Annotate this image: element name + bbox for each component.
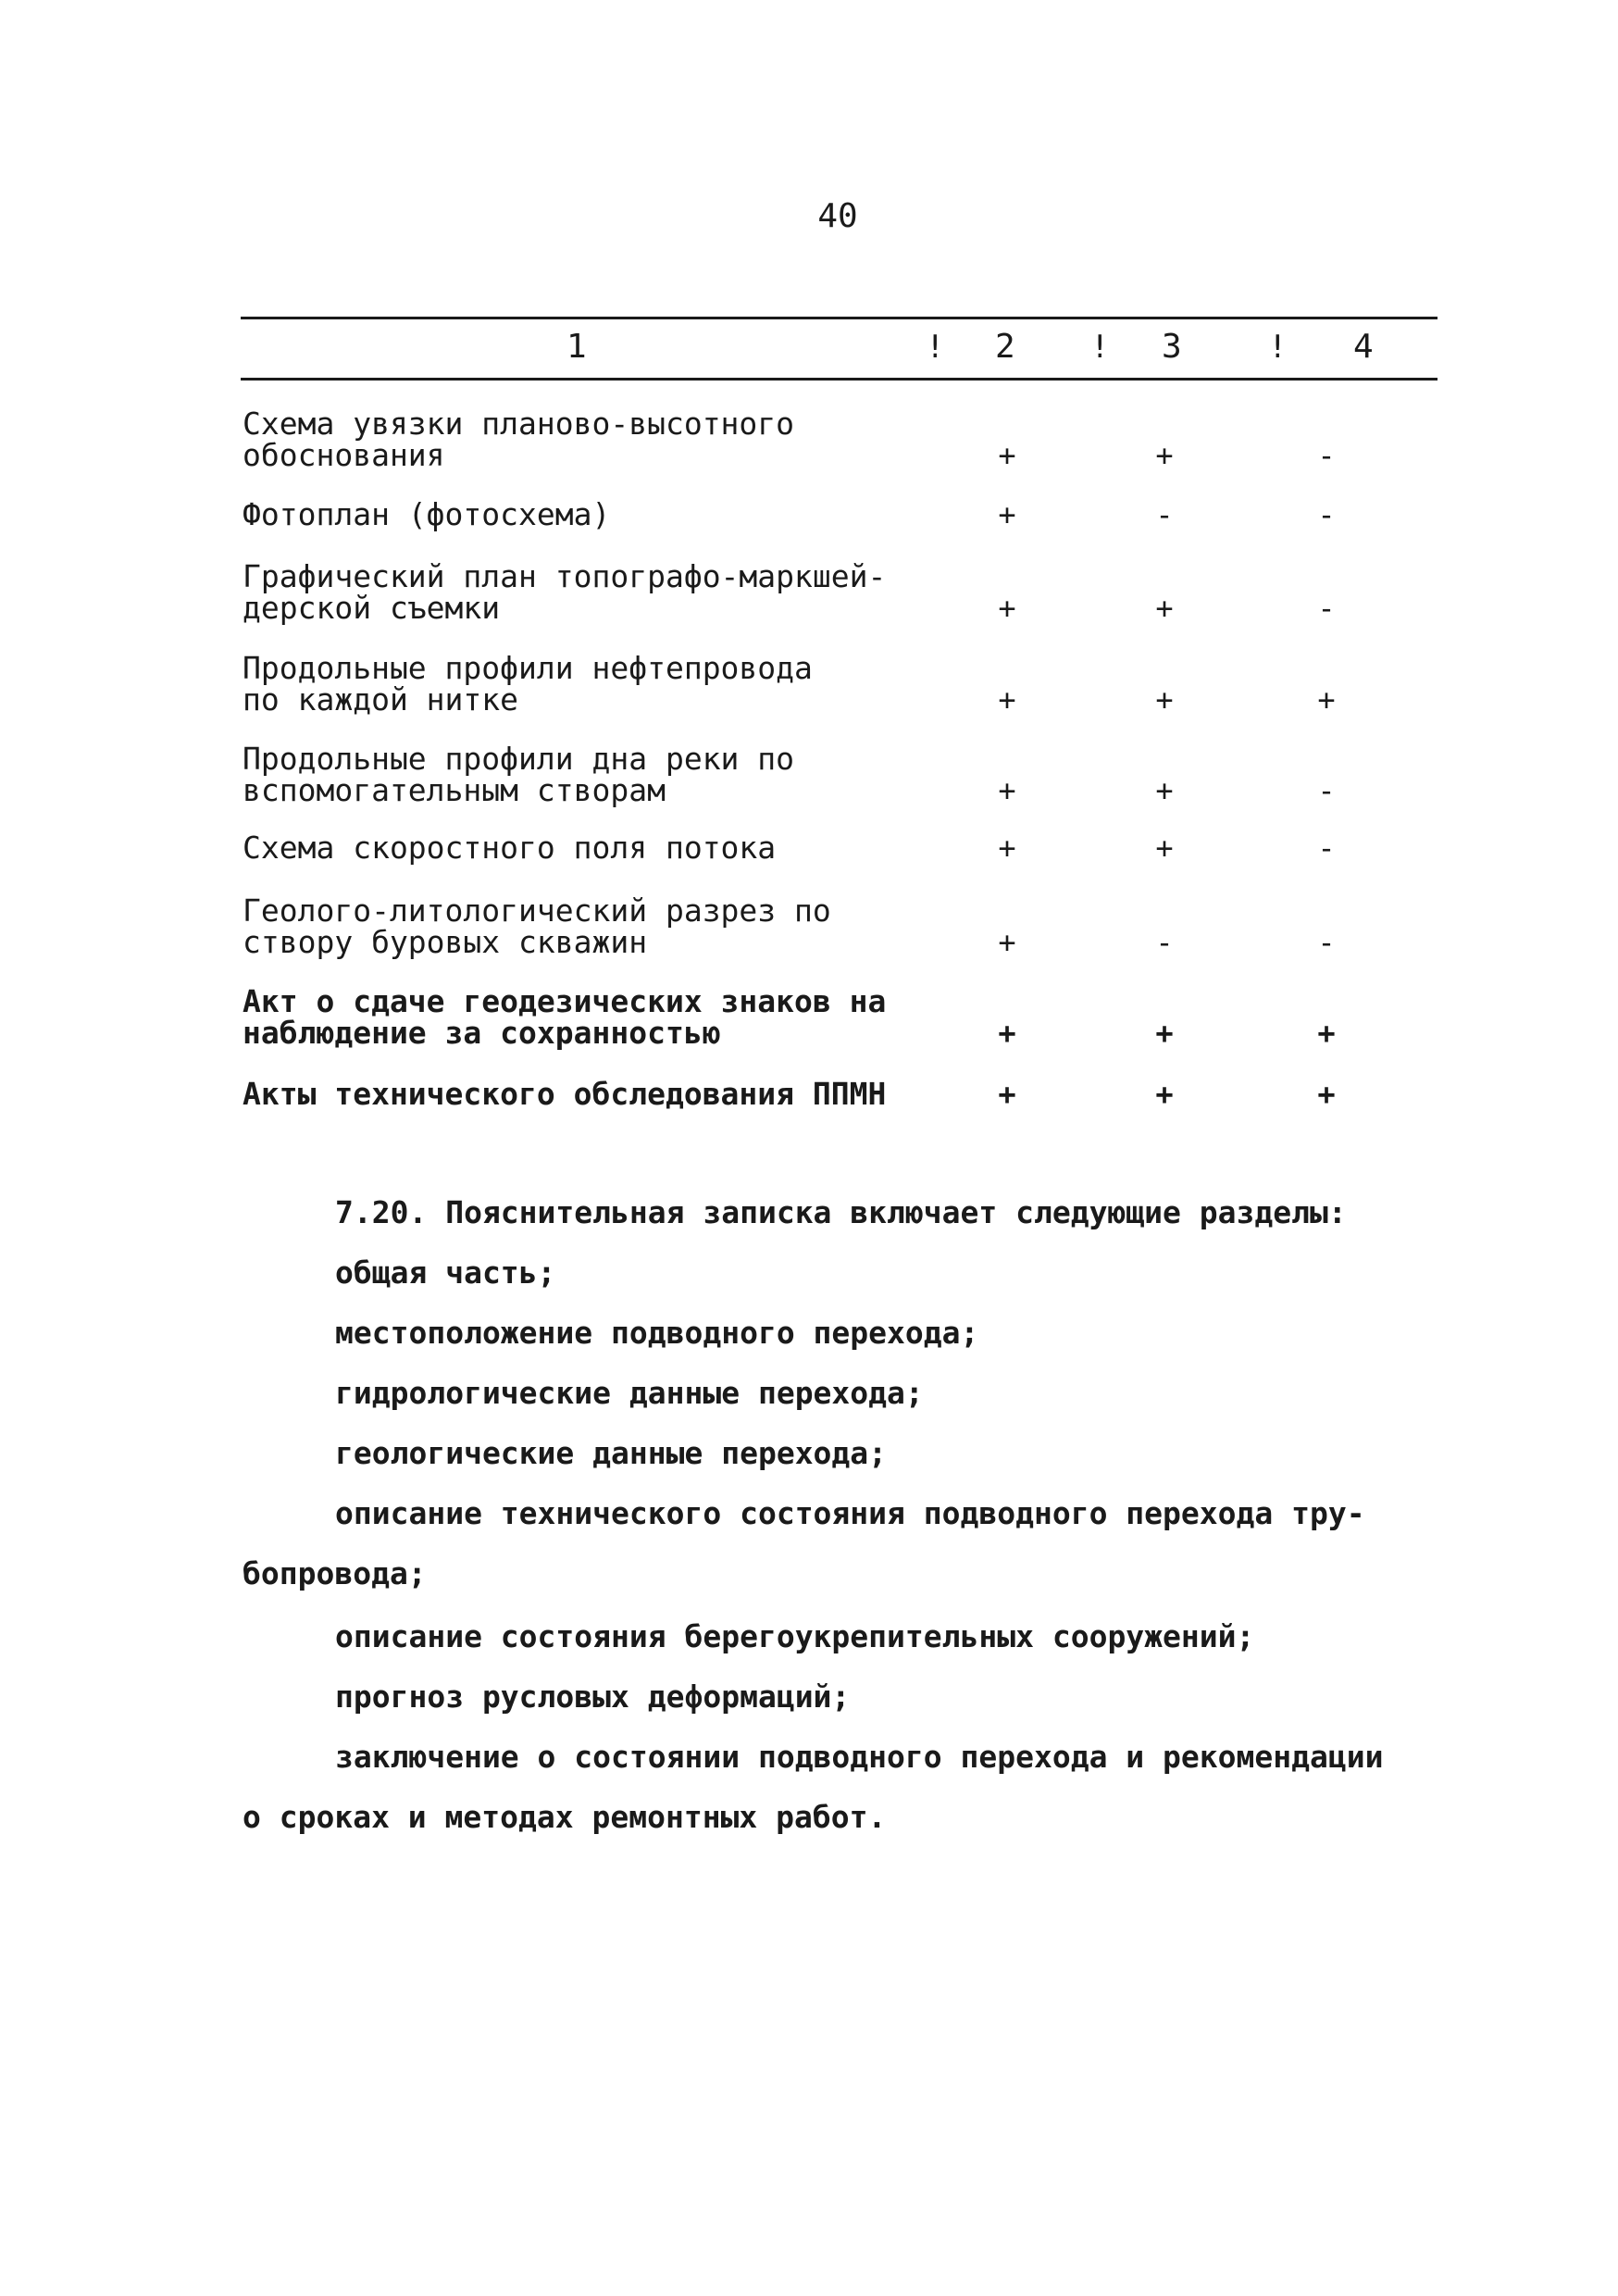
cell-col-3: + <box>1155 1016 1174 1051</box>
row-label-line: дерской съемки <box>243 590 501 626</box>
cell-col-2: + <box>998 925 1016 960</box>
row-label-line: Акт о сдаче геодезических знаков на <box>243 983 887 1019</box>
column-separator: ! <box>1268 329 1288 366</box>
column-header-3: 3 <box>1162 328 1182 366</box>
cell-col-4: - <box>1317 497 1336 532</box>
page-number: 40 <box>817 197 858 235</box>
section-list-item: описание технического состояния подводного перехода тру- <box>335 1495 1365 1531</box>
cell-col-3: + <box>1155 773 1174 808</box>
cell-col-2: + <box>998 1016 1016 1051</box>
cell-col-4: + <box>1317 682 1336 718</box>
section-list-item: заключение о состоянии подводного перехода и рекомендации <box>335 1739 1384 1775</box>
section-list-item: прогноз русловых деформаций; <box>335 1678 851 1715</box>
cell-col-4: + <box>1317 1077 1336 1112</box>
cell-col-3: + <box>1155 591 1174 626</box>
cell-col-3: - <box>1155 925 1174 960</box>
cell-col-4: - <box>1317 925 1336 960</box>
row-label-line: Продольные профили нефтепровода <box>243 650 813 686</box>
column-header-2: 2 <box>995 328 1015 366</box>
column-separator: ! <box>926 329 945 366</box>
row-label-line: Схема увязки планово-высотного <box>243 406 795 442</box>
row-label-line: по каждой нитке <box>243 681 519 718</box>
cell-col-3: + <box>1155 438 1174 473</box>
cell-col-4: - <box>1317 773 1336 808</box>
cell-col-3: - <box>1155 497 1174 532</box>
cell-col-3: + <box>1155 682 1174 718</box>
row-label-line: створу буровых скважин <box>243 924 648 960</box>
column-header-4: 4 <box>1353 328 1374 366</box>
section-list-item: бопровода; <box>243 1555 427 1591</box>
cell-col-3: + <box>1155 1077 1174 1112</box>
row-label-line: Графический план топографо-маркшей- <box>243 558 887 594</box>
column-header-1: 1 <box>566 328 587 366</box>
cell-col-4: - <box>1317 830 1336 866</box>
cell-col-4: - <box>1317 438 1336 473</box>
table-top-rule <box>241 317 1438 319</box>
row-label-line: вспомогательным створам <box>243 772 666 808</box>
cell-col-2: + <box>998 682 1016 718</box>
cell-col-2: + <box>998 1077 1016 1112</box>
cell-col-2: + <box>998 591 1016 626</box>
cell-col-2: + <box>998 438 1016 473</box>
row-label-line: Схема скоростного поля потока <box>243 830 777 866</box>
section-list-item: гидрологические данные перехода; <box>335 1375 924 1411</box>
row-label-line: Геолого-литологический разрез по <box>243 892 831 929</box>
cell-col-2: + <box>998 773 1016 808</box>
section-list-item: геологические данные перехода; <box>335 1435 888 1471</box>
section-list-item: описание состояния берегоукрепительных сооружений; <box>335 1618 1255 1654</box>
section-list-item: о сроках и методах ремонтных работ. <box>243 1799 887 1835</box>
row-label-line: обоснования <box>243 437 445 473</box>
cell-col-2: + <box>998 497 1016 532</box>
column-separator: ! <box>1090 329 1110 366</box>
row-label-line: Фотоплан (фотосхема) <box>243 496 611 532</box>
table-header-rule <box>241 378 1438 381</box>
section-list-item: общая часть; <box>335 1254 556 1291</box>
cell-col-2: + <box>998 830 1016 866</box>
cell-col-3: + <box>1155 830 1174 866</box>
section-intro: 7.20. Пояснительная записка включает следующие разделы: <box>335 1194 1347 1230</box>
row-label-line: наблюдение за сохранностью <box>243 1015 721 1051</box>
cell-col-4: + <box>1317 1016 1336 1051</box>
row-label-line: Продольные профили дна реки по <box>243 741 795 777</box>
section-list-item: местоположение подводного перехода; <box>335 1315 979 1351</box>
row-label-line: Акты технического обследования ППМН <box>243 1076 887 1112</box>
cell-col-4: - <box>1317 591 1336 626</box>
